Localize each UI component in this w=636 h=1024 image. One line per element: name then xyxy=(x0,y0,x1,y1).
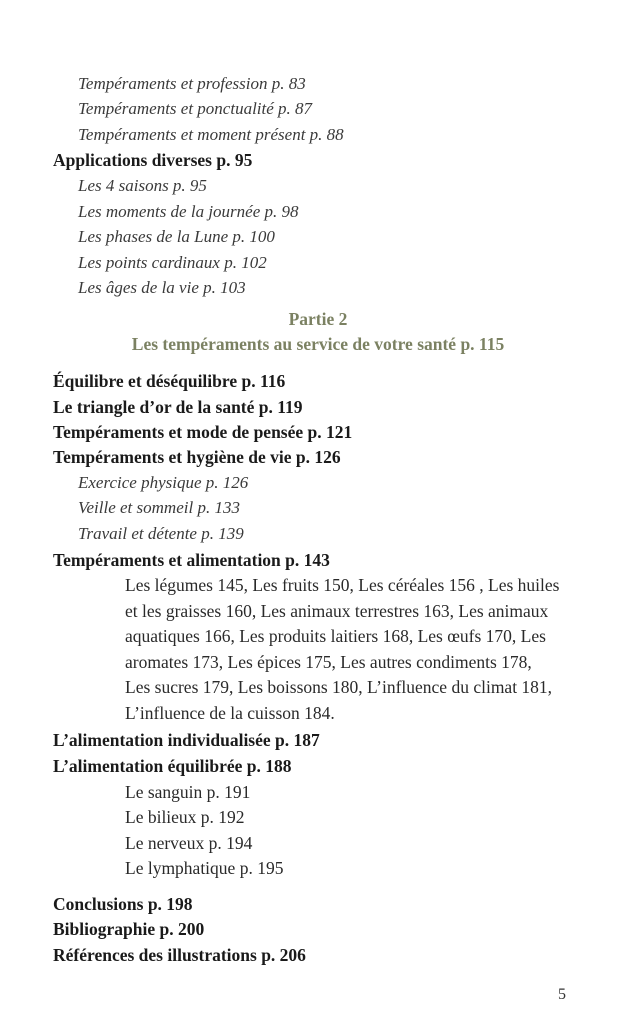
toc-detail-line: Les sucres 179, Les boissons 180, L’influence du climat 181, xyxy=(125,677,553,697)
toc-entry: Équilibre et déséquilibre p. 116 xyxy=(53,371,286,391)
toc-subentry: Les âges de la vie p. 103 xyxy=(78,278,246,297)
toc-detail-line: Les légumes 145, Les fruits 150, Les céréales 156 , Les huiles xyxy=(125,575,560,595)
toc-entry: Bibliographie p. 200 xyxy=(53,919,205,939)
toc-subentry: Les points cardinaux p. 102 xyxy=(78,253,267,272)
page-number: 5 xyxy=(558,986,566,1003)
part-label: Partie 2 xyxy=(288,309,348,329)
toc-subentry: Les moments de la journée p. 98 xyxy=(78,202,299,221)
toc-detail-line: Le bilieux p. 192 xyxy=(125,807,245,827)
toc-detail-line: aromates 173, Les épices 175, Les autres condiments 178, xyxy=(125,652,532,672)
toc-subentry: Travail et détente p. 139 xyxy=(78,524,244,543)
toc-subentry: Tempéraments et ponctualité p. 87 xyxy=(78,99,313,118)
toc-subentry: Tempéraments et moment présent p. 88 xyxy=(78,125,344,144)
toc-detail-line: Le nerveux p. 194 xyxy=(125,833,253,853)
part-title: Les tempéraments au service de votre santé p. 115 xyxy=(131,334,505,354)
toc-entry: Tempéraments et alimentation p. 143 xyxy=(53,550,330,570)
toc-detail-line: aquatiques 166, Les produits laitiers 168, Les œufs 170, Les xyxy=(125,626,546,646)
toc-entry: Tempéraments et mode de pensée p. 121 xyxy=(53,422,353,442)
toc-entry: Le triangle d’or de la santé p. 119 xyxy=(53,397,303,417)
toc-entry: Conclusions p. 198 xyxy=(53,894,193,914)
toc-detail-line: Le lymphatique p. 195 xyxy=(125,858,284,878)
toc-detail-line: Le sanguin p. 191 xyxy=(125,782,251,802)
toc-entry: Tempéraments et hygiène de vie p. 126 xyxy=(53,447,341,467)
toc-subentry: Les 4 saisons p. 95 xyxy=(78,176,207,195)
toc-entry: Applications diverses p. 95 xyxy=(53,150,253,170)
toc-detail-line: L’influence de la cuisson 184. xyxy=(125,703,335,723)
toc-entry: L’alimentation individualisée p. 187 xyxy=(53,730,320,750)
toc-entry: L’alimentation équilibrée p. 188 xyxy=(53,756,292,776)
toc-subentry: Tempéraments et profession p. 83 xyxy=(78,74,306,93)
toc-detail-line: et les graisses 160, Les animaux terrestres 163, Les animaux xyxy=(125,601,549,621)
toc-subentry: Veille et sommeil p. 133 xyxy=(78,498,240,517)
toc-entry: Références des illustrations p. 206 xyxy=(53,945,306,965)
toc-subentry: Exercice physique p. 126 xyxy=(78,473,249,492)
toc-subentry: Les phases de la Lune p. 100 xyxy=(78,227,275,246)
